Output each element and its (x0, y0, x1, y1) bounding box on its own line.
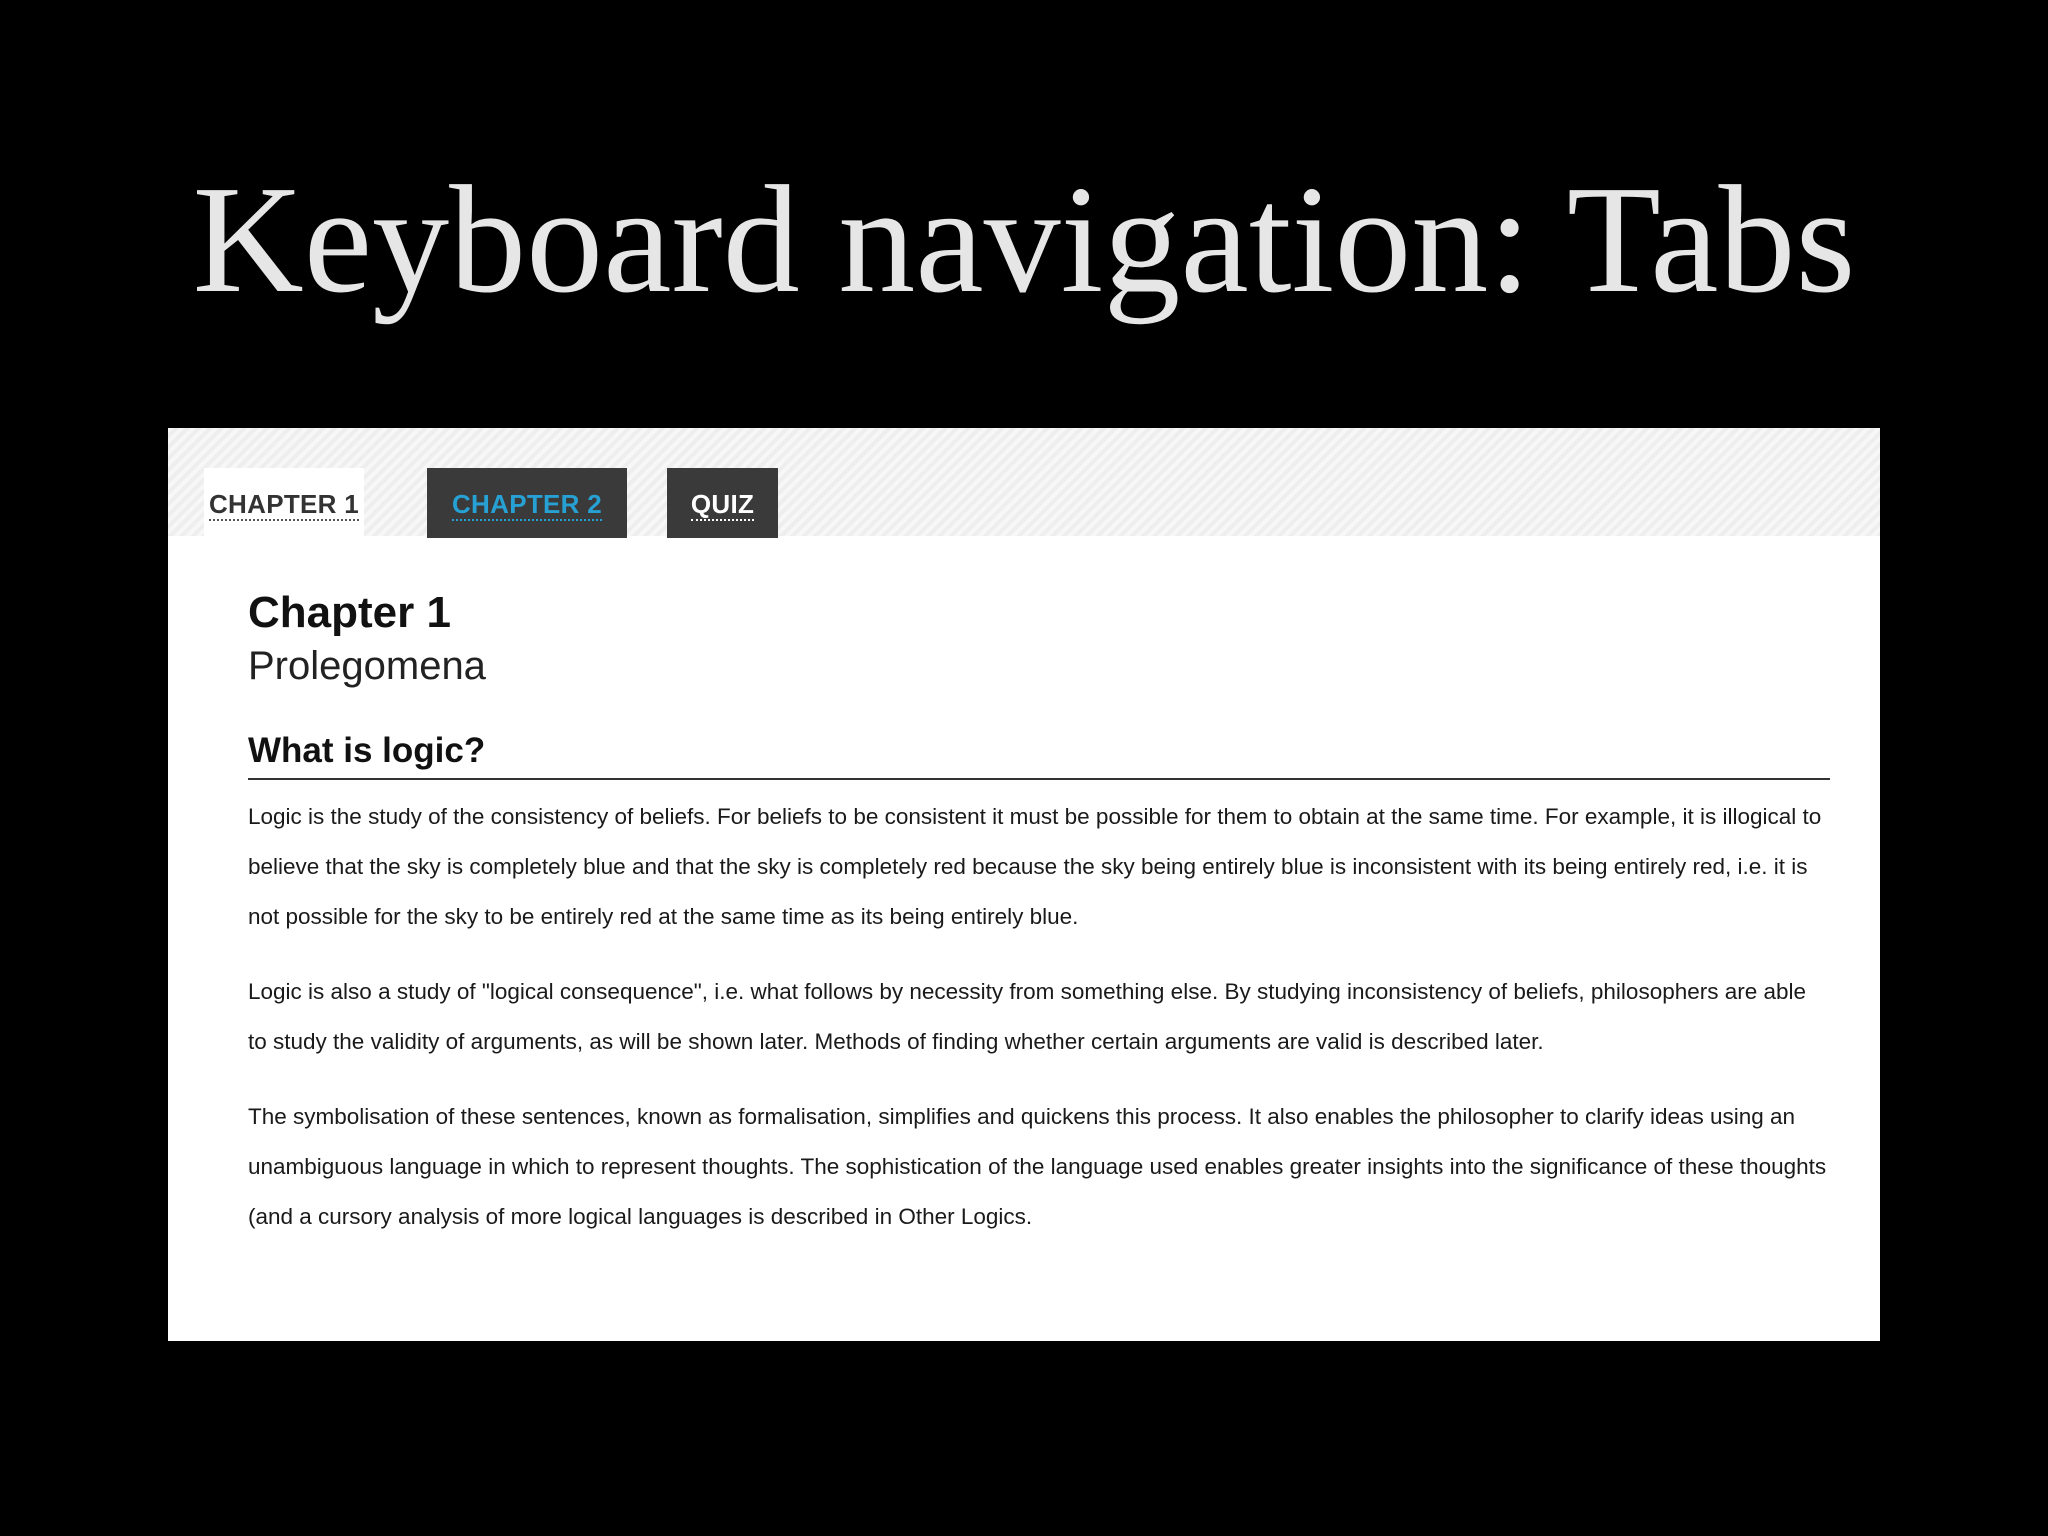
tab-label: CHAPTER 2 (451, 489, 603, 520)
tab-label: CHAPTER 1 (208, 489, 360, 520)
tab-chapter-2[interactable] (427, 468, 627, 538)
tab-panel (248, 588, 1830, 1242)
paragraph: Logic is also a study of "logical consequence", i.e. what follows by necessity from something else. By studying inconsistency of beliefs, philosophers are able to study the validity of arguments, as will be shown later. Methods of finding whether certain arguments are valid is described later. (248, 979, 1807, 1054)
chapter-subtitle: Prolegomena (248, 644, 486, 688)
paragraph: The symbolisation of these sentences, known as formalisation, simplifies and quickens this process. It also enables the philosopher to clarify ideas using an unambiguous language in which to represent thoughts. The sophistication of the language used enables greater insights into the significance of these thoughts (and a cursory analysis of more logical languages is described in Other Logics. (248, 1104, 1827, 1229)
paragraph: Logic is the study of the consistency of beliefs. For beliefs to be consistent it must be possible for them to obtain at the same time. For example, it is illogical to believe that the sky is completely blue and that the sky is completely red because the sky being entirely blue is inconsistent with its being entirely red, i.e. it is not possible for the sky to be entirely red at the same time as its being entirely blue. (248, 804, 1822, 929)
chapter-title: Chapter 1 (248, 588, 451, 637)
tab-list (168, 428, 1880, 536)
tabs-widget-screenshot (168, 428, 1880, 1341)
tab-label: QUIZ (690, 489, 755, 520)
tab-chapter-1[interactable] (204, 468, 364, 538)
tab-quiz[interactable] (667, 468, 778, 538)
slide-title: Keyboard navigation: Tabs (192, 155, 1856, 325)
section-heading: What is logic? (248, 730, 1830, 780)
